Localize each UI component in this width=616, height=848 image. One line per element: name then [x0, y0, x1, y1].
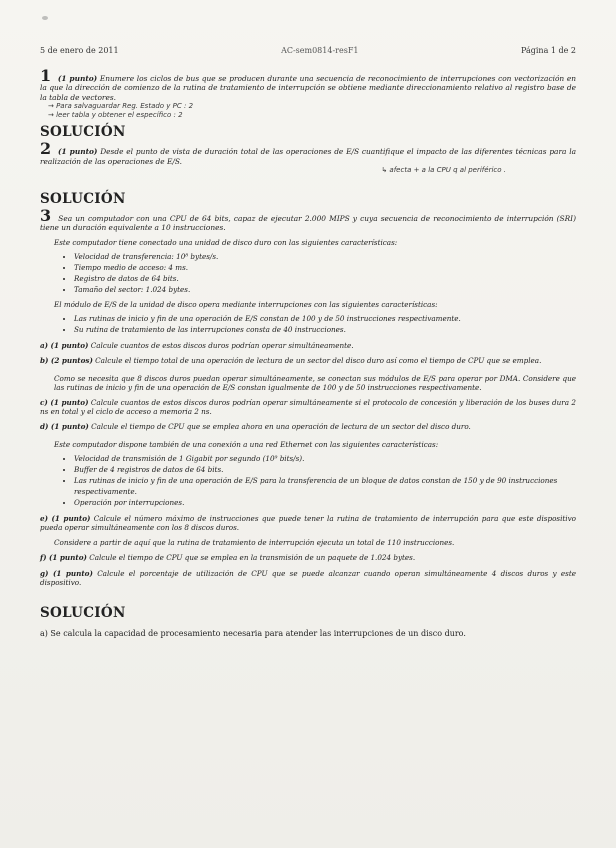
- subquestion-text: Calcule cuantos de estos discos duros podrían operar simultáneamente si el protocolo de concesión y liberación de los buses dura 2 ns en total y el ciclo de acceso a memoria 2 ns.: [40, 398, 576, 417]
- solution-heading-1: SOLUCIÓN: [40, 124, 126, 141]
- list-item: • Buffer de 4 registros de datos de 64 bits.: [74, 464, 576, 475]
- disk-intro: Este computador tiene conectado una unidad de disco duro con las siguientes características:: [54, 237, 398, 247]
- list-item: • Tiempo medio de acceso: 4 ms.: [74, 262, 576, 273]
- subquestion-text: Calcule el número máximo de instrucciones que puede tener la rutina de tratamiento de interrupción para que este dispositivo pueda operar simultáneamente con los 8 discos duros.: [40, 513, 576, 533]
- list-item: • Las rutinas de inicio y fin de una operación de E/S constan de 100 y de 50 instrucciones respectivamente.: [74, 313, 576, 324]
- subquestion-text: Calcule el tiempo total de una operación de lectura de un sector del disco duro así como el tiempo de CPU que se emplea.: [95, 356, 542, 366]
- subquestion-label: d) (1 punto): [40, 422, 89, 432]
- ethernet-intro: Este computador dispone también de una conexión a una red Ethernet con las siguientes características:: [54, 439, 439, 449]
- subquestion-label: c) (1 punto): [40, 398, 89, 408]
- handwritten-note-2: → leer tabla y obtener el específico : 2: [48, 111, 183, 120]
- list-item: • Tamaño del sector: 1.024 bytes.: [74, 284, 576, 295]
- question-points: (1 punto): [57, 147, 98, 157]
- subquestion-text: Calcule el porcentaje de utilización de CPU que se puede alcanzar cuando operan simultáneamente 4 discos duros y este dispositivo.: [40, 568, 576, 587]
- subquestion-text: Calcule cuantos de estos discos duros podrían operar simultáneamente.: [90, 341, 354, 351]
- subquestion-text: Calcule el tiempo de CPU que se emplea en la transmisión de un paquete de 1.024 bytes.: [89, 553, 416, 563]
- scan-speck: [42, 16, 48, 20]
- ethernet-characteristics: [74, 453, 576, 508]
- question-3: [40, 206, 576, 233]
- subquestion-a: [40, 341, 576, 350]
- subquestion-d: [40, 422, 576, 431]
- header-page-number: Página 1 de 2: [520, 46, 576, 55]
- solution-text: a) Se calcula la capacidad de procesamiento necesaria para atender las interrupciones de un disco duro.: [40, 629, 466, 639]
- question-points: (1 punto): [57, 74, 98, 83]
- question-text: Desde el punto de vista de duración total de las operaciones de E/S cuantifique el impacto de las diferentes técnicas para la realización de las operaciones de E/S.: [40, 147, 576, 166]
- es-characteristics: [74, 313, 576, 335]
- subquestion-b: [40, 356, 576, 365]
- list-item: • Su rutina de tratamiento de las interrupciones consta de 40 instrucciones.: [74, 324, 576, 335]
- handwritten-note-3: ↳ afecta + a la CPU q al periférico .: [381, 166, 506, 175]
- subquestion-c: [40, 398, 576, 416]
- question-number: 3: [40, 206, 52, 226]
- question-text: Sea un computador con una CPU de 64 bits, capaz de ejecutar 2.000 MIPS y cuya secuencia de reconocimiento de interrupción (SRI) tiene un duración equivalente a 10 instrucciones.: [40, 214, 576, 233]
- subquestion-label: e) (1 punto): [40, 513, 91, 523]
- es-module-intro: El módulo de E/S de la unidad de disco opera mediante interrupciones con las siguientes características:: [54, 300, 438, 310]
- list-item: • Operación por interrupciones.: [74, 497, 576, 508]
- list-item: • Registro de datos de 64 bits.: [74, 273, 576, 284]
- question-1: [40, 66, 576, 102]
- list-item: • Las rutinas de inicio y fin de una operación de E/S para la transferencia de un bloque de datos constan de 150 y de 90 instrucciones respectivamente.: [74, 475, 576, 497]
- question-number: 1: [40, 66, 52, 85]
- dma-paragraph: Como se necesita que 8 discos duros puedan operar simultáneamente, se conectan sus módulos de E/S para operar por DMA. Considere que las rutinas de inicio y fin de una operación de E/S constan igualmente de 100 y de 50 instrucciones respectivamente.: [54, 373, 576, 392]
- solution-heading-2: SOLUCIÓN: [40, 191, 126, 208]
- subquestion-label: f) (1 punto): [40, 553, 87, 563]
- subquestion-f: [40, 553, 576, 562]
- question-2: [40, 139, 576, 166]
- header-reference: AC-sem0814-resF1: [281, 46, 359, 55]
- subquestion-text: Calcule el tiempo de CPU que se emplea ahora en una operación de lectura de un sector del disco duro.: [91, 422, 471, 432]
- question-number: 2: [40, 139, 52, 159]
- subquestion-label: b) (2 puntos): [40, 356, 93, 366]
- page-header: [40, 46, 576, 55]
- subquestion-e: [40, 514, 576, 532]
- solution-heading-3: SOLUCIÓN: [40, 605, 126, 622]
- subquestion-label: g) (1 punto): [40, 568, 93, 578]
- disk-characteristics: [74, 251, 576, 295]
- handwritten-note-1: → Para salvaguardar Reg. Estado y PC : 2: [48, 102, 194, 111]
- question-text: Enumere los ciclos de bus que se producen durante una secuencia de reconocimiento de interrupciones con vectorización en la que la dirección de comienzo de la rutina de tratamiento de interrupción se obtiene mediante direccionamiento relativo al registro base de la tabla de vectores.: [40, 74, 576, 102]
- consider-paragraph: Considere a partir de aquí que la rutina de tratamiento de interrupción ejecuta un total de 110 instrucciones.: [54, 538, 455, 548]
- list-item: • Velocidad de transferencia: 10⁸ bytes/s.: [74, 251, 576, 262]
- header-date: 5 de enero de 2011: [40, 46, 119, 55]
- subquestion-label: a) (1 punto): [40, 341, 89, 351]
- list-item: • Velocidad de transmisión de 1 Gigabit por segundo (10⁹ bits/s).: [74, 453, 576, 464]
- subquestion-g: [40, 569, 576, 587]
